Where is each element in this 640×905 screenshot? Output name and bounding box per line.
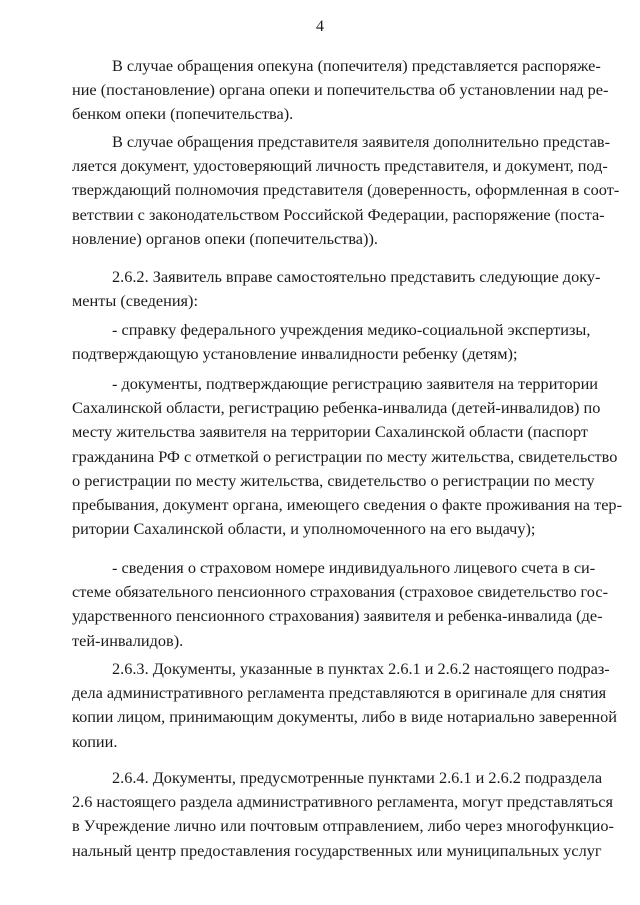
paragraph-line: ритории Сахалинской области, и уполномоченного на его выдачу); <box>72 519 536 539</box>
paragraph-line: 2.6 настоящего раздела административного регламента, могут представляться <box>72 792 613 812</box>
paragraph-line: В случае обращения опекуна (попечителя) представляется распоряже- <box>112 56 601 75</box>
paragraph <box>72 556 608 653</box>
paragraph-line: - документы, подтверждающие регистрацию заявителя на территории <box>112 374 599 393</box>
paragraph-line: стеме обязательного пенсионного страхования (страховое свидетельство гос- <box>72 582 608 602</box>
page-number: 4 <box>316 18 324 35</box>
paragraph-line: гражданина РФ с отметкой о регистрации по месту жительства, свидетельство <box>72 446 618 466</box>
paragraph-line: менты (сведения): <box>72 291 198 311</box>
paragraph-line: ударственного пенсионного страхования) заявителя и ребенка-инвалида (де- <box>72 606 603 626</box>
paragraph-line: 2.6.4. Документы, предусмотренные пунктами 2.6.1 и 2.6.2 подраздела <box>112 768 603 787</box>
paragraph <box>72 265 601 313</box>
paragraph-line: ветствии с законодательством Российской Федерации, распоряжение (поста- <box>72 204 605 224</box>
paragraph <box>72 318 591 366</box>
paragraph <box>72 130 620 251</box>
paragraph-line: дела административного регламента представляются в оригинале для снятия <box>72 683 607 703</box>
paragraph <box>72 372 622 541</box>
paragraph-line: ляется документ, удостоверяющий личность представителя, и документ, под- <box>72 156 608 176</box>
paragraph-line: В случае обращения представителя заявителя дополнительно представ- <box>112 132 611 151</box>
paragraph-line: о регистрации по месту жительства, свидетельство о регистрации по месту <box>72 470 595 490</box>
paragraph-line: нальный центр предоставления государственных или муниципальных услуг <box>72 840 602 860</box>
paragraph-line: Сахалинской области, регистрацию ребенка-инвалида (детей-инвалидов) по <box>72 398 601 418</box>
paragraph-line: - сведения о страховом номере индивидуального лицевого счета в си- <box>112 558 596 577</box>
paragraph-line: новление) органов опеки (попечительства)). <box>72 228 378 248</box>
paragraph-line: месту жительства заявителя на территории Сахалинской области (паспорт <box>72 422 588 442</box>
paragraph-line: в Учреждение лично или почтовым отправлением, либо через многофункцио- <box>72 816 614 836</box>
paragraph-line: пребывания, документ органа, имеющего сведения о факте проживания на тер- <box>72 495 622 515</box>
paragraph <box>72 766 614 863</box>
paragraph-line: тверждающий полномочия представителя (доверенность, оформленная в соот- <box>72 180 620 200</box>
paragraph <box>72 54 609 127</box>
paragraph-line: тей-инвалидов). <box>72 630 184 650</box>
paragraph <box>72 657 617 754</box>
paragraph-line: ние (постановление) органа опеки и попечительства об установлении над ре- <box>72 80 609 100</box>
paragraph-line: - справку федерального учреждения медико-социальной экспертизы, <box>112 320 591 339</box>
paragraph-line: подтверждающую установление инвалидности ребенку (детям); <box>72 344 518 364</box>
paragraph-line: копии. <box>72 731 118 751</box>
paragraph-line: бенком опеки (попечительства). <box>72 104 294 124</box>
paragraph-line: 2.6.2. Заявитель вправе самостоятельно представить следующие доку- <box>112 267 601 286</box>
paragraph-line: 2.6.3. Документы, указанные в пунктах 2.6.1 и 2.6.2 настоящего подраз- <box>112 659 610 678</box>
paragraph-line: копии лицом, принимающим документы, либо в виде нотариально заверенной <box>72 707 617 727</box>
